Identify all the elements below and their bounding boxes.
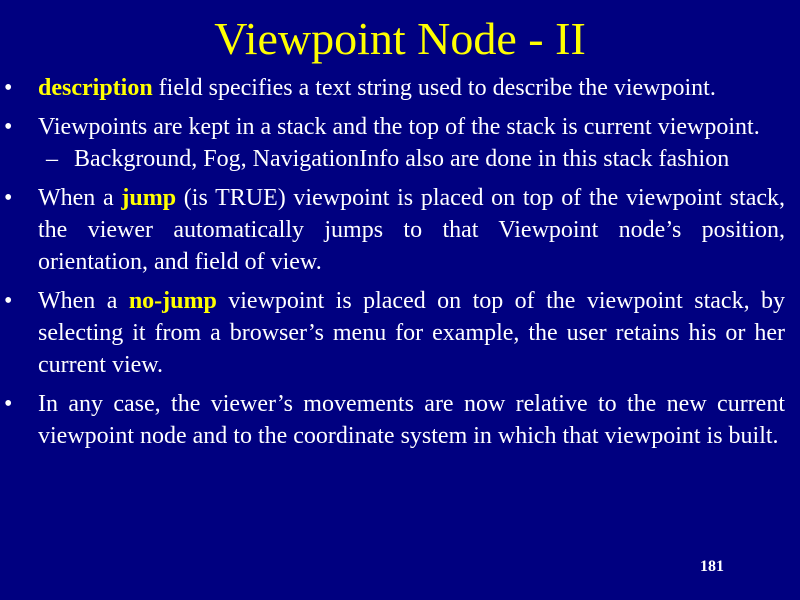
- slide-title: Viewpoint Node - II: [214, 13, 586, 64]
- bullet-marker: •: [4, 288, 13, 314]
- bullet-marker: •: [4, 391, 13, 417]
- keyword-no-jump: no-jump: [128, 288, 217, 314]
- bullet-marker: •: [4, 75, 13, 101]
- sub-bullet-text: Background, Fog, NavigationInfo also are done in this stack fashion: [74, 146, 730, 172]
- bullet-pre: When a: [38, 185, 122, 211]
- bullet-marker: •: [4, 114, 13, 140]
- bullet-text: Viewpoints are kept in a stack and the top of the stack is current viewpoint.: [38, 114, 760, 140]
- bullet-marker: •: [4, 185, 13, 211]
- bullet-text: field specifies a text string used to describe the viewpoint.: [152, 75, 716, 101]
- bullet-jump: [4, 182, 785, 278]
- bullet-description-field: [4, 72, 785, 104]
- bullet-viewpoint-stack: [4, 111, 785, 143]
- keyword-description: description: [38, 75, 153, 101]
- bullet-text: In any case, the viewer’s movements are now relative to the new current viewpoint node and to the coordinate system in which that viewpoint is built.: [38, 391, 785, 449]
- bullet-no-jump: [4, 285, 785, 381]
- bullet-relative-movement: [4, 388, 785, 452]
- slide-body: [0, 72, 800, 452]
- sub-bullet-marker: –: [46, 146, 58, 172]
- page-number: 181: [700, 558, 724, 575]
- sub-bullet-stack-fashion: [46, 143, 774, 175]
- bullet-text: viewpoint is placed on top of the viewpoint stack, by selecting it from a browser’s menu for example, the user retains his or her current view.: [38, 288, 785, 378]
- bullet-text: (is TRUE) viewpoint is placed on top of the viewpoint stack, the viewer automatically jumps to that Viewpoint node’s position, orientation, and field of view.: [38, 185, 785, 275]
- bullet-pre: When a: [38, 288, 129, 314]
- keyword-jump: jump: [121, 185, 177, 211]
